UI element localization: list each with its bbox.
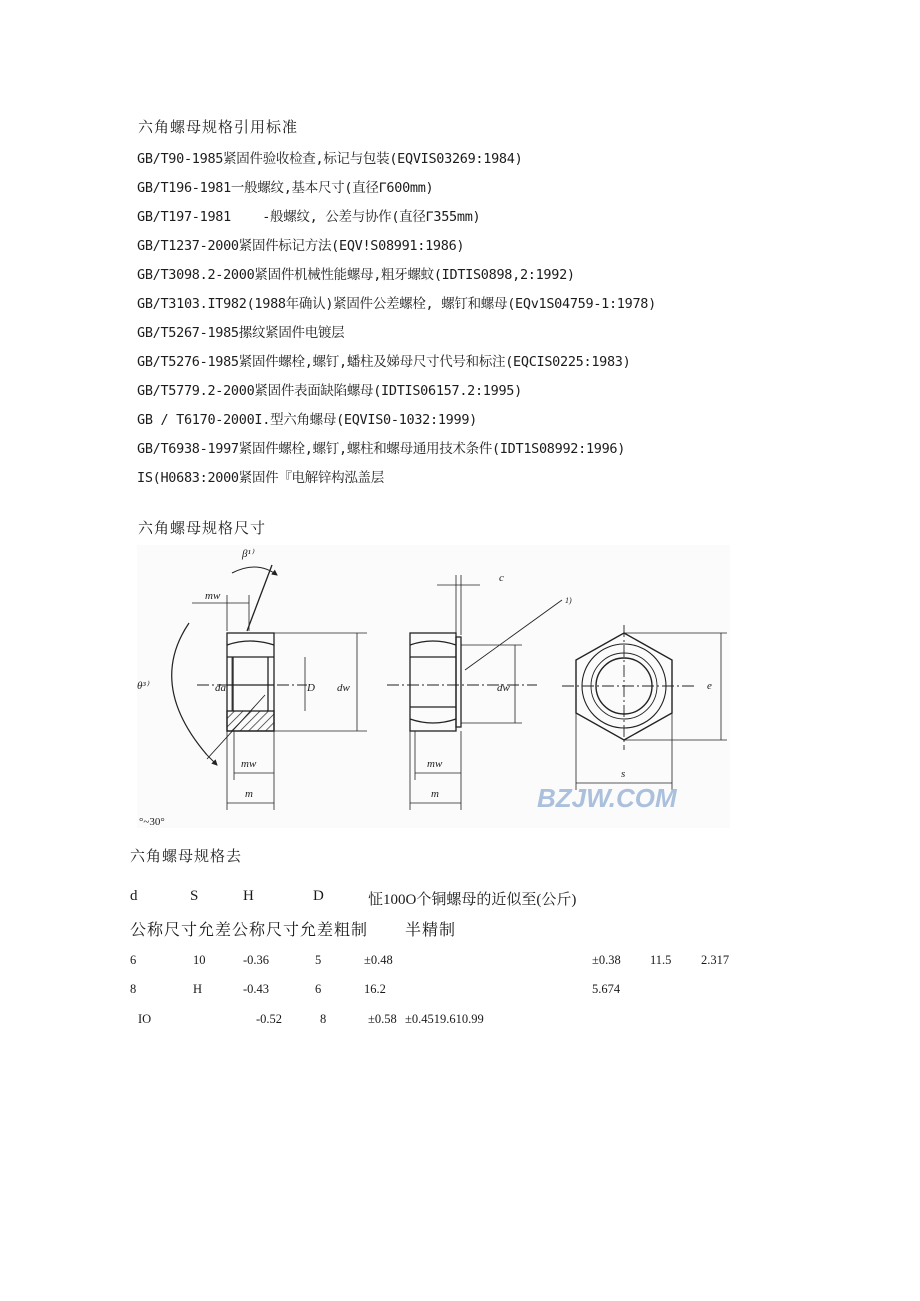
m-mid-label: m [431, 788, 439, 800]
reference-item: GB/T5779.2-2000紧固件表面缺陷螺母(IDTIS06157.2:1995) [137, 383, 522, 399]
table-cell: 11.5 [650, 953, 672, 967]
table-cell: H [193, 982, 203, 996]
c-label: c [499, 572, 504, 584]
mw-bottom-label: mw [241, 758, 257, 770]
subheader-tolerance: 公称尺寸允差公称尺寸允差粗制 [130, 922, 369, 939]
mw-mid-label: mw [427, 758, 443, 770]
beta-label: β¹⁾ [242, 548, 254, 560]
theta-label: θ³⁾ [137, 680, 149, 692]
table-cell: ±0.4519.610.99 [405, 1012, 484, 1026]
table-cell: 2.317 [701, 953, 730, 967]
table-cell: 6 [315, 982, 322, 996]
D-label: D [307, 682, 315, 694]
table-cell: 5 [315, 953, 322, 967]
table-cell: IO [138, 1012, 152, 1026]
dw-label: dw [337, 682, 350, 694]
table-cell: ±0.58 [368, 1012, 397, 1026]
m-bottom-label: m [245, 788, 253, 800]
header-d-upper: D [313, 888, 324, 904]
reference-item: GB/T196-1981一般螺纹,基本尺寸(直径Γ600mm) [137, 180, 434, 196]
mw-label: mw [205, 590, 221, 602]
reference-item: GB/T6938-1997紧固件螺栓,螺钉,螺柱和螺母通用技术条件(IDT1S08992:1996) [137, 441, 626, 457]
reference-item: GB/T3103.IT982(1988年确认)紧固件公差螺栓, 螺钉和螺母(EQv1S04759-1:1978) [137, 296, 656, 312]
header-s: S [190, 888, 199, 904]
e-label: e [707, 680, 712, 692]
table-cell: 8 [130, 982, 137, 996]
table-cell: 8 [320, 1012, 327, 1026]
header-d: d [130, 888, 138, 904]
dimensions-title: 六角螺母规格尺寸 [138, 519, 267, 537]
references-list [137, 145, 656, 493]
table-cell: -0.36 [243, 953, 270, 967]
angle-note: °~30° [139, 816, 165, 828]
da-label: da [215, 682, 226, 694]
spec-title: 六角螺母规格去 [130, 847, 243, 865]
table-cell: ±0.48 [364, 953, 393, 967]
hex-nut-drawing [137, 545, 730, 828]
table-cell: 10 [193, 953, 206, 967]
table-cell: -0.52 [256, 1012, 283, 1026]
reference-item: GB/T5276-1985紧固件螺栓,螺钉,蟠柱及娣母尺寸代号和标注(EQCIS0225:1983) [137, 354, 631, 370]
table-cell: 5.674 [592, 982, 621, 996]
table-cell: -0.43 [243, 982, 270, 996]
table-cell: 6 [130, 953, 137, 967]
reference-item: IS(H0683:2000紧固件『电解锌构泓盖层 [137, 470, 384, 486]
reference-item: GB/T90-1985紧固件验收检查,标记与包装(EQVIS03269:1984) [137, 151, 523, 167]
reference-item: GB / T6170-2000I.型六角螺母(EQVIS0-1032:1999) [137, 412, 477, 428]
dw-mid-label: dw [497, 682, 510, 694]
references-title: 六角螺母规格引用标准 [138, 118, 299, 136]
s-label: s [621, 768, 626, 780]
reference-item: GB/T1237-2000紧固件标记方法(EQV!S08991:1986) [137, 238, 465, 254]
subheader-semi-finish: 半精制 [405, 922, 457, 939]
reference-item: GB/T5267-1985摞纹紧固件电镀层 [137, 325, 345, 341]
reference-item: GB/T3098.2-2000紧固件机械性能螺母,粗牙螺蚊(IDTIS0898,2:1992) [137, 267, 575, 283]
watermark: BZJW.COM [537, 783, 677, 813]
table-cell: 16.2 [364, 982, 386, 996]
header-weight: 怔100O个铜螺母的近似至(公斤) [368, 892, 577, 908]
table-cell: ±0.38 [592, 953, 621, 967]
reference-item: GB/T197-1981 -般螺纹, 公差与协作(直径Γ355mm) [137, 209, 481, 225]
note-label: 1) [565, 596, 572, 605]
header-h: H [243, 888, 254, 904]
